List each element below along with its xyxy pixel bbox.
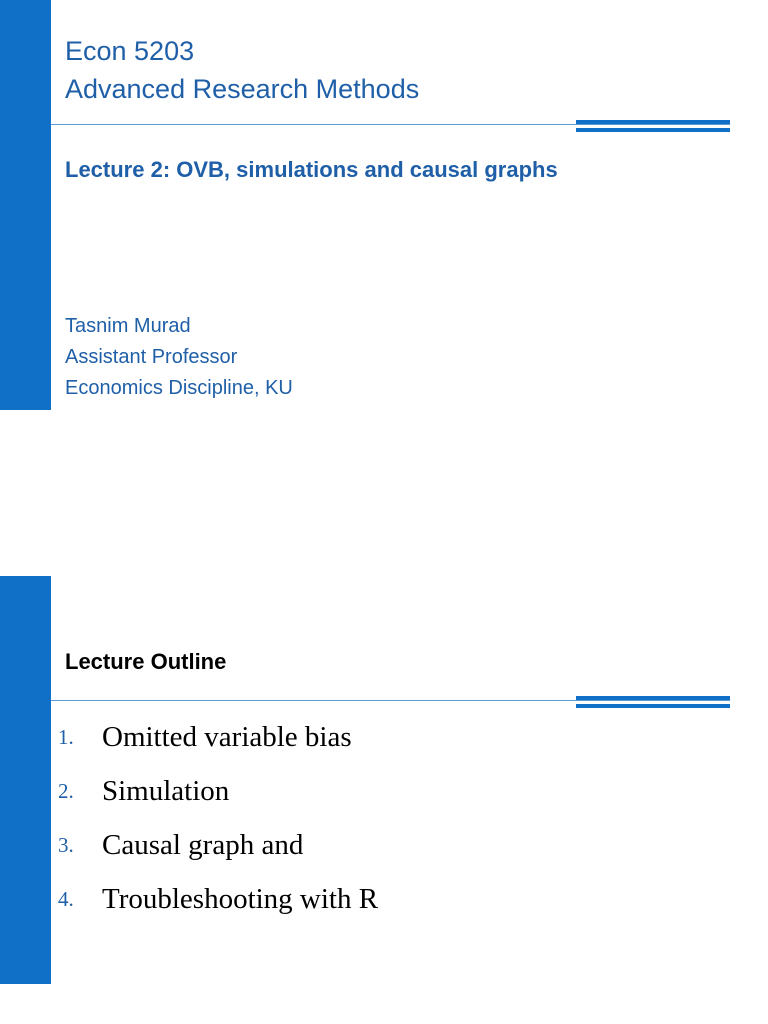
outline-item xyxy=(58,710,378,764)
outline-item-text: Troubleshooting with R xyxy=(102,882,379,915)
course-title xyxy=(65,32,419,108)
title-divider-line xyxy=(51,124,730,125)
author-affiliation: Economics Discipline, KU xyxy=(65,377,293,399)
outline-divider-line xyxy=(51,700,730,701)
outline-list xyxy=(58,710,378,926)
slide-accent-bar xyxy=(0,0,51,410)
outline-slide xyxy=(0,576,768,984)
outline-heading: Lecture Outline xyxy=(65,649,227,674)
title-divider-accent xyxy=(576,128,730,132)
title-divider-accent xyxy=(576,120,730,124)
outline-item-text: Simulation xyxy=(102,774,230,807)
outline-item xyxy=(58,764,378,818)
lecture-title: Lecture 2: OVB, simulations and causal graphs xyxy=(65,157,558,182)
author-name: Tasnim Murad xyxy=(65,315,191,337)
author-block xyxy=(65,311,293,404)
title-slide xyxy=(0,0,768,410)
outline-divider-accent xyxy=(576,704,730,708)
outline-item xyxy=(58,818,378,872)
outline-item-number: 4. xyxy=(58,886,74,911)
author-position: Assistant Professor xyxy=(65,346,238,368)
course-name: Advanced Research Methods xyxy=(65,74,420,104)
outline-item-number: 1. xyxy=(58,724,74,749)
outline-divider-accent xyxy=(576,696,730,700)
outline-item-text: Omitted variable bias xyxy=(102,720,352,753)
course-code: Econ 5203 xyxy=(65,36,195,66)
slide-accent-bar xyxy=(0,576,51,984)
outline-item-number: 2. xyxy=(58,778,74,803)
outline-item-number: 3. xyxy=(58,832,74,857)
outline-item xyxy=(58,872,378,926)
outline-item-text: Causal graph and xyxy=(102,828,304,861)
